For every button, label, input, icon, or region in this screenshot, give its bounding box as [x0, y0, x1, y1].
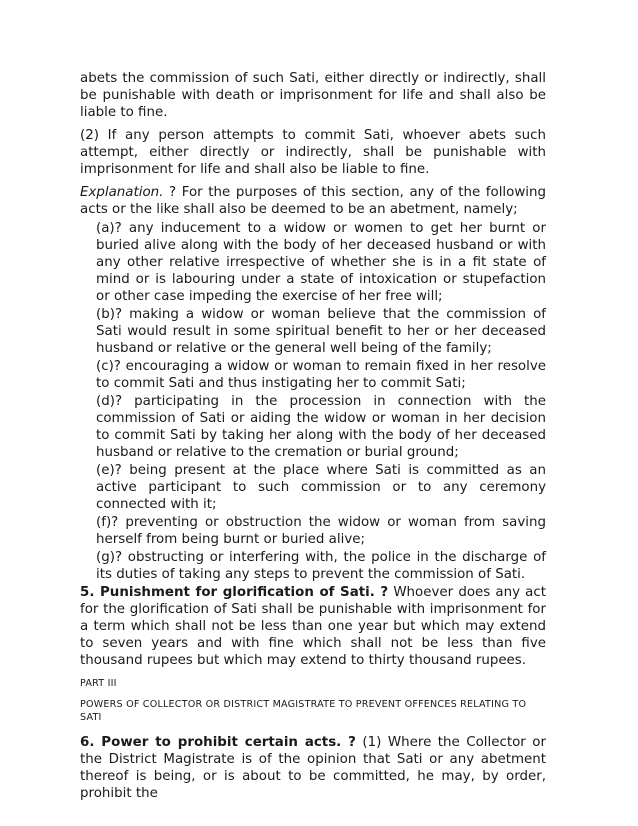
paragraph-explanation [80, 184, 546, 218]
list-item: (e)? being present at the place where Sati is committed as an active participant to such commission or to any ceremony connected with it; [96, 463, 546, 512]
paragraph-subsection-2: (2) If any person attempts to commit Sati, whoever abets such attempt, either directly or indirectly, shall be punishable with imprisonment for life and shall also be liable to fine. [80, 128, 546, 177]
section-5 [80, 584, 546, 669]
explanation-label: Explanation. [80, 185, 164, 200]
list-item: (f)? preventing or obstruction the widow or woman from saving herself from being burnt or buried alive; [96, 515, 546, 547]
part-label: PART III [80, 678, 117, 689]
list-item: (d)? participating in the procession in connection with the commission of Sati or aiding the widow or woman in her decision to commit Sati by taking her along with the body of her deceased husband or relative to the cremation or burial ground; [96, 394, 546, 460]
list-item: (b)? making a widow or woman believe that the commission of Sati would result in some spiritual benefit to her or her deceased husband or relative or the general well being of the family; [96, 307, 546, 356]
section-5-heading: 5. Punishment for glorification of Sati. ? [80, 585, 389, 600]
list-item: (g)? obstructing or interfering with, the police in the discharge of its duties of taking any steps to prevent the commission of Sati. [96, 550, 546, 582]
paragraph-continuation: abets the commission of such Sati, either directly or indirectly, shall be punishable with death or imprisonment for life and shall also be liable to fine. [80, 71, 546, 120]
section-5-text: Whoever does any act for the glorification of Sati shall be punishable with imprisonment for a term which shall not be less than one year but which may extend to seven years and with fine which shall not be less than five thousand rupees but which may extend to thirty thousand rupees. [80, 585, 546, 668]
document-page [80, 70, 546, 802]
part-title: POWERS OF COLLECTOR OR DISTRICT MAGISTRATE TO PREVENT OFFENCES RELATING TO SATI [80, 699, 527, 723]
section-6-text: (1) Where the Collector or the District Magistrate is of the opinion that Sati or any abetment thereof is being, or is about to be committed, he may, by order, prohibit the [80, 735, 546, 801]
section-6 [80, 734, 546, 802]
list-item: (c)? encouraging a widow or woman to remain fixed in her resolve to commit Sati and thus instigating her to commit Sati; [96, 359, 546, 391]
section-6-heading: 6. Power to prohibit certain acts. ? [80, 735, 356, 750]
explanation-text: ? For the purposes of this section, any of the following acts or the like shall also be deemed to be an abetment, namely; [80, 185, 546, 217]
list-item: (a)? any inducement to a widow or women to get her burnt or buried alive along with the body of her deceased husband or with any other relative irrespective of whether she is in a fit state of mind or is labouring under a state of intoxication or stupefaction or other case impeding the exercise of her free will; [96, 221, 546, 304]
abetment-list [96, 220, 546, 583]
